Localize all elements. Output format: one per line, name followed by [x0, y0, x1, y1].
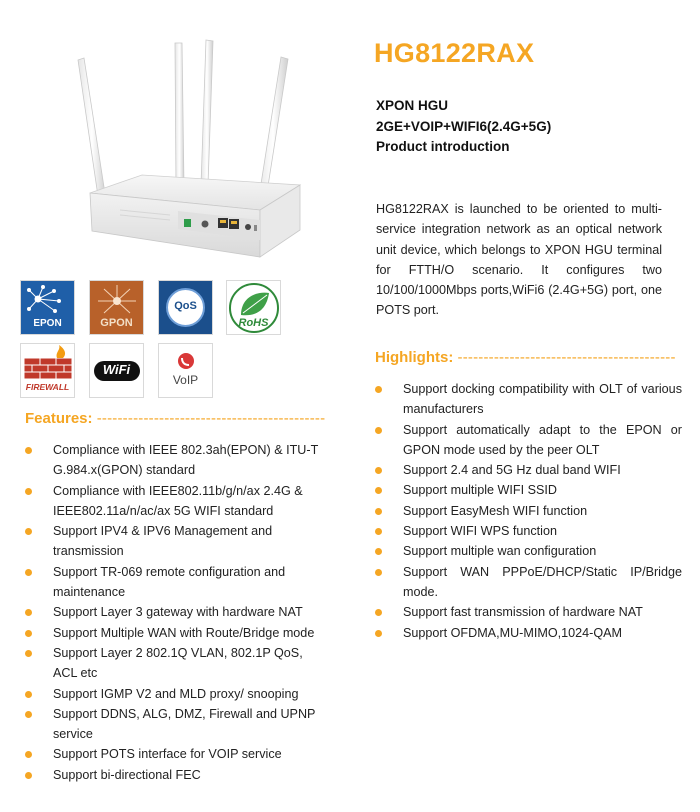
bullet-icon	[375, 467, 382, 474]
bullet-icon	[25, 751, 32, 758]
bullet-icon	[25, 630, 32, 637]
list-item: Compliance with IEEE802.11b/g/n/ax 2.4G & IEEE802.11a/n/ac/ax 5G WIFI standard	[25, 481, 321, 522]
firewall-badge	[20, 343, 75, 398]
wifi-badge	[89, 343, 144, 398]
subtitle-line: 2GE+VOIP+WIFI6(2.4G+5G)	[376, 118, 552, 134]
wifi-label: WiFi	[102, 362, 131, 377]
highlights-divider: ------------------------------------------	[457, 349, 676, 366]
rohs-label: RoHS	[238, 317, 269, 329]
list-item: Support POTS interface for VOIP service	[25, 744, 321, 764]
list-item: Support IGMP V2 and MLD proxy/ snooping	[25, 684, 321, 704]
epon-label: EPON	[33, 318, 62, 329]
features-list	[25, 440, 321, 785]
bullet-icon	[375, 427, 382, 434]
highlights-heading	[375, 349, 676, 366]
features-heading	[25, 410, 325, 427]
product-subtitle	[376, 96, 551, 158]
bullet-icon	[25, 772, 32, 779]
voip-label: VoIP	[172, 373, 199, 387]
gpon-label: GPON	[100, 317, 133, 329]
list-item: Support Layer 2 802.1Q VLAN, 802.1P QoS, ACL etc	[25, 643, 321, 684]
bullet-icon	[375, 569, 382, 576]
list-item: Support TR-069 remote configuration and maintenance	[25, 562, 321, 603]
bullet-icon	[25, 609, 32, 616]
bullet-icon	[25, 691, 32, 698]
bullet-icon	[375, 630, 382, 637]
list-item: Support WIFI WPS function	[375, 521, 682, 541]
bullet-icon	[375, 508, 382, 515]
list-item: Support OFDMA,MU-MIMO,1024-QAM	[375, 623, 682, 643]
list-item: Support EasyMesh WIFI function	[375, 501, 682, 521]
list-item: Support WAN PPPoE/DHCP/Static IP/Bridge mode.	[375, 562, 682, 603]
product-title: HG8122RAX	[374, 38, 535, 68]
bullet-icon	[25, 488, 32, 495]
rohs-badge	[226, 280, 281, 335]
subtitle-line: XPON HGU	[376, 98, 449, 113]
list-item: Support Layer 3 gateway with hardware NAT	[25, 602, 321, 622]
router-image	[60, 35, 320, 270]
list-item: Support DDNS, ALG, DMZ, Firewall and UPNP service	[25, 704, 321, 745]
bullet-icon	[25, 447, 32, 454]
list-item: Support Multiple WAN with Route/Bridge mode	[25, 623, 321, 643]
firewall-label: FIREWALL	[25, 382, 70, 392]
product-intro: HG8122RAX is launched to be oriented to multi-service integration network as an optical network unit device, which belongs to XPON HGU terminal for FTTH/O scenario. It configures two 10/100/1000Mbps ports,WiFi6 (2.4G+5G) port, one POTS port.	[376, 202, 662, 318]
list-item: Support fast transmission of hardware NAT	[375, 602, 682, 622]
features-divider: --------------------------------------------	[96, 410, 326, 427]
highlights-list	[375, 379, 682, 643]
list-item: Support multiple WIFI SSID	[375, 480, 682, 500]
bullet-icon	[375, 528, 382, 535]
list-item: Support IPV4 & IPV6 Management and transmission	[25, 521, 321, 562]
qos-label: QoS	[174, 300, 197, 312]
bullet-icon	[375, 548, 382, 555]
bullet-icon	[375, 386, 382, 393]
list-item: Support multiple wan configuration	[375, 541, 682, 561]
highlights-title: Highlights:	[375, 349, 454, 366]
gpon-badge	[89, 280, 144, 335]
subtitle-line: Product introduction	[376, 139, 510, 154]
list-item: Support automatically adapt to the EPON or GPON mode used by the peer OLT	[375, 420, 682, 461]
voip-badge	[158, 343, 213, 398]
bullet-icon	[375, 487, 382, 494]
bullet-icon	[25, 528, 32, 535]
list-item: Support 2.4 and 5G Hz dual band WIFI	[375, 460, 682, 480]
bullet-icon	[25, 569, 32, 576]
list-item: Compliance with IEEE 802.3ah(EPON) & ITU-T G.984.x(GPON) standard	[25, 440, 321, 481]
voip-icon	[159, 344, 213, 398]
bullet-icon	[375, 609, 382, 616]
bullet-icon	[25, 650, 32, 657]
features-title: Features:	[25, 410, 93, 427]
epon-badge	[20, 280, 75, 335]
qos-badge	[158, 280, 213, 335]
list-item: Support docking compatibility with OLT of various manufacturers	[375, 379, 682, 420]
bullet-icon	[25, 711, 32, 718]
list-item: Support bi-directional FEC	[25, 765, 321, 785]
